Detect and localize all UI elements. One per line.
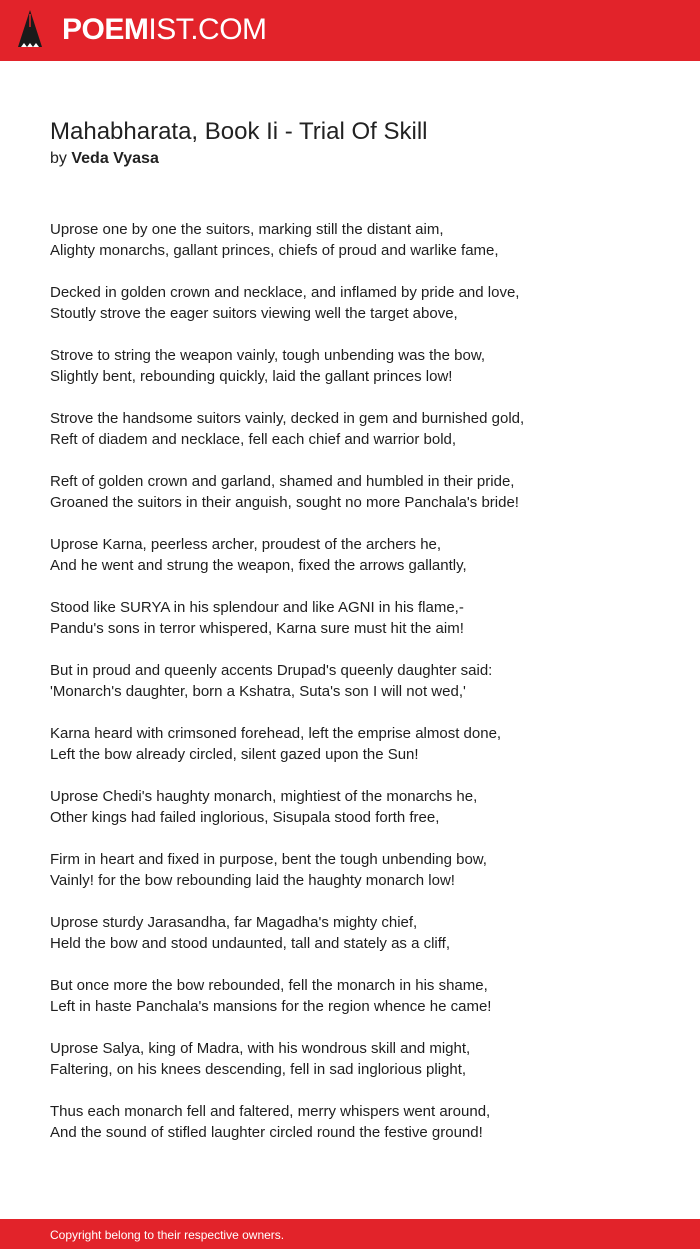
poem-line: Strove the handsome suitors vainly, decked in gem and burnished gold,	[50, 410, 525, 427]
poem-line: Vainly! for the bow rebounding laid the haughty monarch low!	[50, 872, 455, 889]
poem-line: Stood like SURYA in his splendour and like AGNI in his flame,-	[50, 599, 464, 616]
poem-stanza	[50, 597, 670, 660]
poem-stanza	[50, 660, 670, 723]
poem-line: Uprose Salya, king of Madra, with his wondrous skill and might,	[50, 1040, 471, 1057]
poem-line: But once more the bow rebounded, fell the monarch in his shame,	[50, 977, 488, 994]
logo-bold-text: POEM	[62, 13, 149, 46]
poem-stanza	[50, 786, 670, 849]
poem-line: Uprose sturdy Jarasandha, far Magadha's mighty chief,	[50, 914, 418, 931]
poem-line: Uprose one by one the suitors, marking still the distant aim,	[50, 221, 444, 238]
poem-line: Alighty monarchs, gallant princes, chiefs of proud and warlike fame,	[50, 242, 499, 259]
poem-stanza	[50, 1038, 670, 1101]
poem-stanza	[50, 219, 670, 282]
poem-line: Reft of golden crown and garland, shamed and humbled in their pride,	[50, 473, 515, 490]
poem-body	[50, 219, 670, 1164]
poem-line: Karna heard with crimsoned forehead, left the emprise almost done,	[50, 725, 502, 742]
poem-line: Left the bow already circled, silent gazed upon the Sun!	[50, 746, 419, 763]
poem-stanza	[50, 849, 670, 912]
copyright-notice: Copyright belong to their respective owners.	[50, 1228, 285, 1242]
poem-line: 'Monarch's daughter, born a Kshatra, Suta's son I will not wed,'	[50, 683, 466, 700]
byline	[50, 149, 159, 169]
poem-line: But in proud and queenly accents Drupad's queenly daughter said:	[50, 662, 493, 679]
pen-nib-icon[interactable]	[17, 9, 43, 51]
poem-stanza	[50, 471, 670, 534]
poem-line: Slightly bent, rebounding quickly, laid the gallant princes low!	[50, 368, 453, 385]
poem-line: Pandu's sons in terror whispered, Karna sure must hit the aim!	[50, 620, 464, 637]
poem-line: Firm in heart and fixed in purpose, bent the tough unbending bow,	[50, 851, 487, 868]
poem-line: And he went and strung the weapon, fixed the arrows gallantly,	[50, 557, 467, 574]
poem-stanza	[50, 534, 670, 597]
poem-line: Strove to string the weapon vainly, tough unbending was the bow,	[50, 347, 486, 364]
poem-stanza	[50, 723, 670, 786]
site-logo[interactable]	[62, 12, 267, 48]
poem-stanza	[50, 975, 670, 1038]
poem-line: Held the bow and stood undaunted, tall and stately as a cliff,	[50, 935, 450, 952]
poem-stanza	[50, 345, 670, 408]
poem-stanza	[50, 282, 670, 345]
site-footer	[0, 1219, 700, 1249]
poem-line: Other kings had failed inglorious, Sisupala stood forth free,	[50, 809, 440, 826]
author-name: Veda Vyasa	[71, 150, 159, 167]
poem-line: Faltering, on his knees descending, fell in sad inglorious plight,	[50, 1061, 467, 1078]
poem-line: Uprose Chedi's haughty monarch, mightiest of the monarchs he,	[50, 788, 478, 805]
poem-line: Uprose Karna, peerless archer, proudest of the archers he,	[50, 536, 442, 553]
poem-title: Mahabharata, Book Ii - Trial Of Skill	[50, 118, 428, 145]
poem-line: And the sound of stifled laughter circled round the festive ground!	[50, 1124, 483, 1141]
poem-line: Decked in golden crown and necklace, and inflamed by pride and love,	[50, 284, 520, 301]
site-header	[0, 0, 700, 61]
poem-line: Reft of diadem and necklace, fell each chief and warrior bold,	[50, 431, 457, 448]
poem-line: Thus each monarch fell and faltered, merry whispers went around,	[50, 1103, 491, 1120]
poem-line: Groaned the suitors in their anguish, sought no more Panchala's bride!	[50, 494, 519, 511]
poem-stanza	[50, 1101, 670, 1164]
poem-stanza	[50, 912, 670, 975]
logo-light-text: IST.COM	[148, 13, 267, 46]
poem-line: Stoutly strove the eager suitors viewing well the target above,	[50, 305, 458, 322]
by-label: by	[50, 150, 67, 167]
poem-line: Left in haste Panchala's mansions for the region whence he came!	[50, 998, 492, 1015]
poem-stanza	[50, 408, 670, 471]
